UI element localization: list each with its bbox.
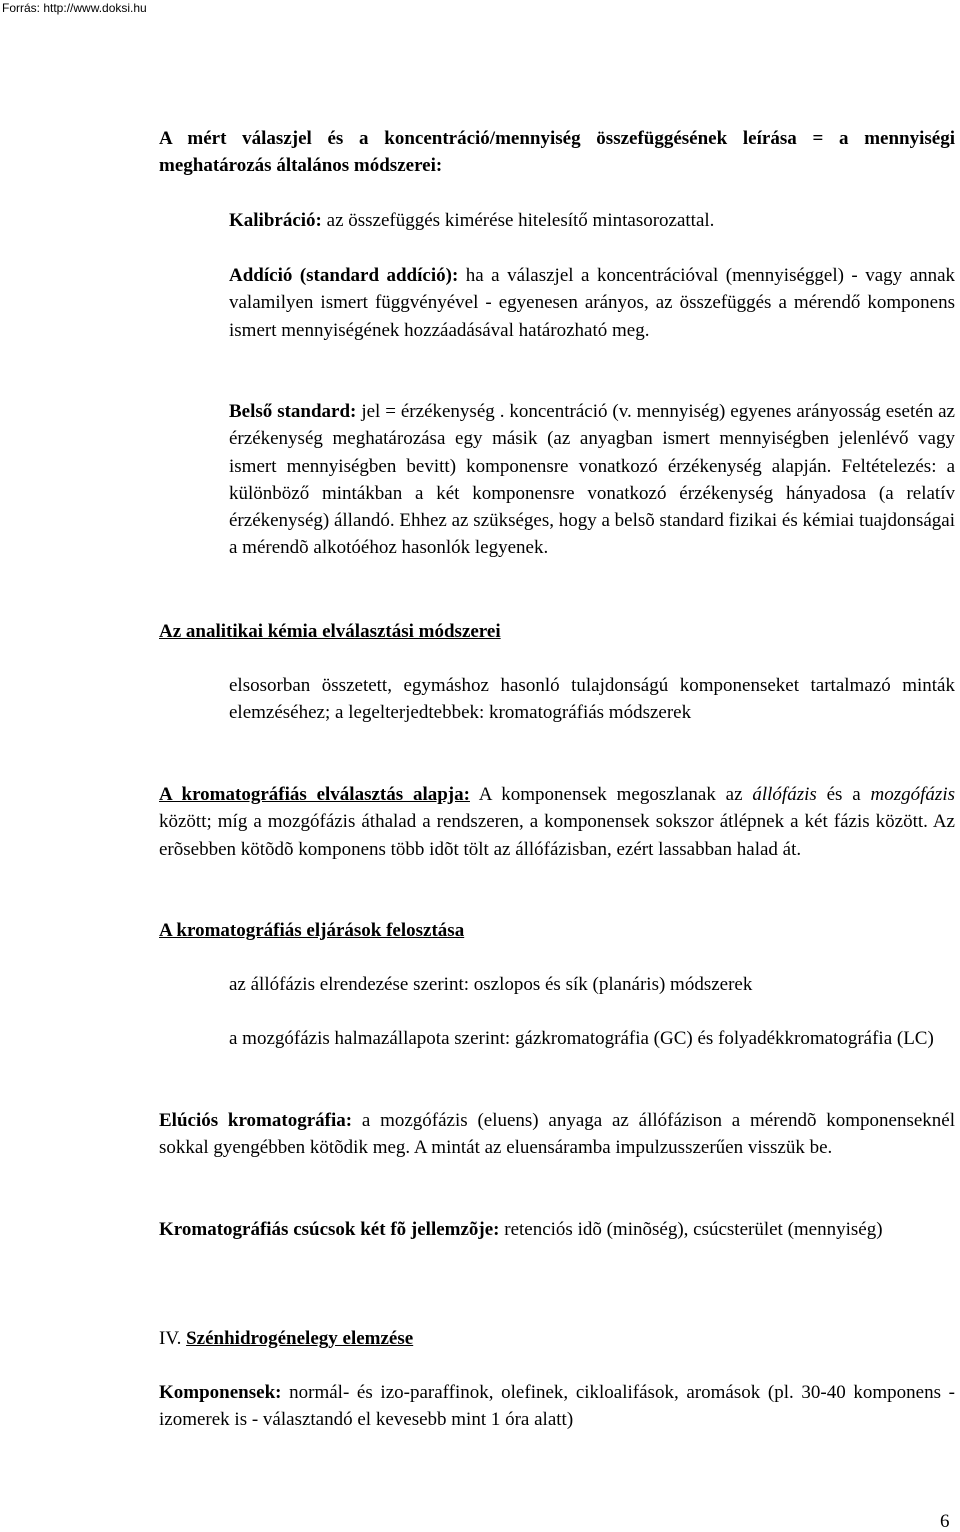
term-internal-standard: Belső standard: [229, 401, 357, 422]
paragraph-elution-chromatography [159, 1107, 955, 1162]
text-separation-description: elsosorban összetett, egymáshoz hasonló tulajdonságú komponenseket tartalmazó minták elemzéséhez; a legelterjedtebbek: kromatográfiás módszerek [229, 675, 955, 724]
paragraph-internal-standard [229, 398, 955, 562]
term-calibration: Kalibráció: [229, 210, 322, 231]
paragraph-mobile-phase-state [229, 1025, 955, 1052]
term-components: Komponensek: [159, 1382, 282, 1403]
text-elution-chromatography: a mozgófázis (eluens) anyaga az állófázison a mérendõ komponenseknél sokkal gyengébben kötõdik meg. A mintát az eluensáramba impulzusszerűen visszük be. [159, 1110, 955, 1159]
text-calibration: az összefüggés kimérése hitelesítő mintasorozattal. [321, 210, 715, 231]
paragraph-stationary-arrangement [229, 971, 955, 998]
text-chromatography-basis-3: között; míg a mozgófázis áthalad a rendszeren, a komponensek sokszor átlépnek a két fázis között. Az erõsebben kötõdõ komponens több idõt tölt az állófázisban, ezért lassabban halad át. [159, 811, 955, 860]
paragraph-separation-heading [159, 618, 955, 645]
term-standard-addition: Addíció (standard addíció): [229, 265, 459, 286]
paragraph-chromatography-basis [159, 781, 955, 863]
text-standard-addition: ha a válaszjel a koncentrációval (mennyiséggel) - vagy annak valamilyen ismert függvényével - egyenesen arányos, az összefüggés a mérendő komponens ismert mennyiségének hozzáadásával határozható meg. [229, 265, 956, 341]
paragraph-separation-description [229, 672, 955, 727]
heading-quantitation-methods: A mért válaszjel és a koncentráció/mennyiség összefüggésének leírása = a mennyiségi meghatározás általános módszerei: [159, 128, 955, 177]
text-stationary-arrangement: az állófázis elrendezése szerint: oszlopos és sík (planáris) módszerek [229, 974, 753, 995]
page-number: 6 [940, 1511, 950, 1532]
heading-hydrocarbon-analysis: Szénhidrogénelegy elemzése [186, 1328, 414, 1349]
text-chromatography-basis-1: A komponensek megoszlanak az [469, 784, 753, 805]
text-mobile-phase-state: a mozgófázis halmazállapota szerint: gázkromatográfia (GC) és folyadékkromatográfia (LC) [229, 1028, 934, 1049]
paragraph-components [159, 1379, 955, 1434]
heading-chromatography-classification: A kromatográfiás eljárások felosztása [159, 920, 465, 941]
text-internal-standard: jel = érzékenység . koncentráció (v. mennyiség) egyenes arányosság esetén az érzékenység meghatározása egy másik (az anyagban ismert mennyiségben jelenlévő vagy ismert mennyiségben bevitt) komponensre vonatkozó érzékenység alapján. Feltételezés: a különböző mintákban a két komponensre vonatkozó érzékenység hányadosa (a relatív érzékenység) állandó. Ehhez az szükséges, hogy a belsõ standard fizikai és kémiai tuajdonságai a mérendõ alkotóéhoz hasonlók legyenek. [229, 401, 955, 559]
text-chromatography-basis-2: és a [816, 784, 871, 805]
paragraph-hydrocarbon-heading [159, 1325, 955, 1352]
section-number: IV. [159, 1328, 187, 1349]
source-watermark: Forrás: http://www.doksi.hu [2, 1, 147, 15]
term-elution-chromatography: Elúciós kromatográfia: [159, 1110, 353, 1131]
paragraph-standard-addition [229, 262, 955, 344]
paragraph-classification-heading [159, 917, 955, 944]
text-components: normál- és izo-paraffinok, olefinek, cikloalifások, aromások (pl. 30-40 komponens - izomerek is - választandó el kevesebb mint 1 óra alatt) [159, 1382, 955, 1431]
text-peak-characteristics: retenciós idõ (minõség), csúcsterület (mennyiség) [499, 1219, 883, 1240]
heading-separation-methods: Az analitikai kémia elválasztási módszerei [159, 621, 501, 642]
term-mobile-phase: mozgófázis [870, 784, 955, 805]
term-chromatography-basis: A kromatográfiás elválasztás alapja: [159, 784, 470, 805]
paragraph-calibration [229, 207, 955, 234]
paragraph-peak-characteristics [159, 1216, 955, 1243]
paragraph-quantitation-methods [159, 125, 955, 180]
term-stationary-phase: állófázis [752, 784, 817, 805]
term-peak-characteristics: Kromatográfiás csúcsok két fõ jellemzõje: [159, 1219, 500, 1240]
